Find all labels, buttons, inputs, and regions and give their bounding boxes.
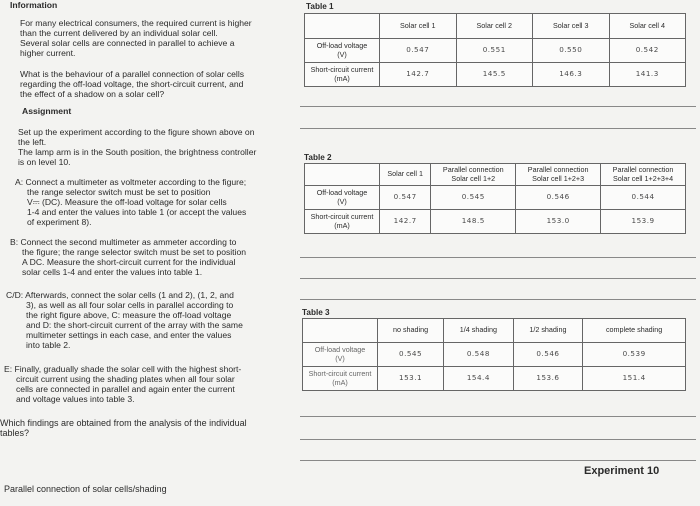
intro-paragraph: For many electrical consumers, the required current is higher than the current delivered by an individual solar cell. Several solar cells are connected in parallel to achieve a higher current. bbox=[20, 18, 252, 58]
table-3-current-cell: 153.6 bbox=[513, 367, 583, 391]
assignment-heading: Assignment bbox=[22, 106, 72, 116]
step-e: E: Finally, gradually shade the solar cell with the highest short- circuit current using the shading plates when all four solar cells are connected in parallel and again enter the current and voltage values into table 3. bbox=[4, 364, 242, 404]
table-1-voltage-cell: 0.551 bbox=[456, 39, 533, 63]
findings-question: Which findings are obtained from the analysis of the individual tables? bbox=[0, 418, 247, 438]
table-2-header: Parallel connection Solar cell 1+2 bbox=[431, 164, 516, 186]
table-2-current-cell: 142.7 bbox=[380, 210, 431, 234]
table-2-header: Parallel connection Solar cell 1+2+3 bbox=[516, 164, 601, 186]
table-3-current-cell: 153.1 bbox=[378, 367, 444, 391]
answer-line bbox=[300, 416, 696, 417]
table-1-voltage-cell: 0.542 bbox=[609, 39, 686, 63]
answer-line bbox=[300, 299, 696, 300]
table-3-voltage-cell: 0.548 bbox=[444, 343, 514, 367]
table-1-voltage-cell: 0.547 bbox=[380, 39, 457, 63]
table-1-header: Solar cell 4 bbox=[609, 14, 686, 39]
table-3-header: complete shading bbox=[583, 319, 686, 343]
table-3-current-cell: 151.4 bbox=[583, 367, 686, 391]
answer-line bbox=[300, 106, 696, 107]
table-3-header: 1/4 shading bbox=[444, 319, 514, 343]
table-1 bbox=[304, 13, 686, 87]
table-3-voltage-cell: 0.539 bbox=[583, 343, 686, 367]
row-label-voltage: Off-load voltage (V) bbox=[305, 39, 380, 63]
answer-line bbox=[300, 257, 696, 258]
table-3-header: 1/2 shading bbox=[513, 319, 583, 343]
row-label-current: Short-circuit current (mA) bbox=[305, 63, 380, 87]
table-3-label: Table 3 bbox=[302, 308, 330, 317]
answer-line bbox=[300, 128, 696, 129]
footer-title: Parallel connection of solar cells/shading bbox=[4, 484, 167, 494]
table-2-voltage-cell: 0.546 bbox=[516, 186, 601, 210]
table-2-label: Table 2 bbox=[304, 153, 332, 162]
table-1-current-cell: 145.5 bbox=[456, 63, 533, 87]
table-2-current-cell: 153.9 bbox=[601, 210, 686, 234]
answer-line bbox=[300, 278, 696, 279]
table-2-current-cell: 148.5 bbox=[431, 210, 516, 234]
table-1-current-cell: 146.3 bbox=[533, 63, 610, 87]
table-2-current-cell: 153.0 bbox=[516, 210, 601, 234]
table-1-label: Table 1 bbox=[306, 2, 334, 11]
experiment-label: Experiment 10 bbox=[584, 465, 660, 477]
row-label-voltage: Off-load voltage (V) bbox=[303, 343, 378, 367]
table-2-voltage-cell: 0.547 bbox=[380, 186, 431, 210]
step-a: A: Connect a multimeter as voltmeter according to the figure; the range selector switch must be set to position V⎓ (DC). Measure the off-load voltage for solar cells 1-4 and enter the values into table 1 (or accept the values of experiment 8). bbox=[15, 177, 247, 227]
table-2-header: Solar cell 1 bbox=[380, 164, 431, 186]
table-1-current-cell: 141.3 bbox=[609, 63, 686, 87]
question-paragraph: What is the behaviour of a parallel connection of solar cells regarding the off-load voltage, the short-circuit current, and the effect of a shadow on a solar cell? bbox=[20, 69, 245, 99]
row-label-current: Short-circuit current (mA) bbox=[303, 367, 378, 391]
answer-line bbox=[300, 460, 696, 461]
table-3-voltage-cell: 0.546 bbox=[513, 343, 583, 367]
table-1-voltage-cell: 0.550 bbox=[533, 39, 610, 63]
table-2-voltage-cell: 0.544 bbox=[601, 186, 686, 210]
table-2 bbox=[304, 163, 686, 234]
step-b: B: Connect the second multimeter as ammeter according to the figure; the range selector switch must be set to position A DC. Measure the short-circuit current for the individual solar cells 1-4 and enter the values into table 1. bbox=[10, 237, 247, 277]
setup-paragraph: Set up the experiment according to the figure shown above on the left. The lamp arm is in the South position, the brightness controller is on level 10. bbox=[18, 127, 257, 167]
table-3-header: no shading bbox=[378, 319, 444, 343]
step-cd: C/D: Afterwards, connect the solar cells (1 and 2), (1, 2, and 3), as well as all four solar cells in parallel according to the right figure above, C: measure the off-load voltage and D: the short-circuit current of the array with the same multimeter settings in each case, and enter the values into table 2. bbox=[6, 290, 243, 350]
answer-line bbox=[300, 439, 696, 440]
table-2-voltage-cell: 0.545 bbox=[431, 186, 516, 210]
table-1-header: Solar cell 1 bbox=[380, 14, 457, 39]
table-1-current-cell: 142.7 bbox=[380, 63, 457, 87]
table-3 bbox=[302, 318, 686, 391]
table-3-current-cell: 154.4 bbox=[444, 367, 514, 391]
row-label-voltage: Off-load voltage (V) bbox=[305, 186, 380, 210]
table-2-header: Parallel connection Solar cell 1+2+3+4 bbox=[601, 164, 686, 186]
table-1-header: Solar cell 2 bbox=[456, 14, 533, 39]
section-heading: Information bbox=[10, 0, 58, 10]
table-3-voltage-cell: 0.545 bbox=[378, 343, 444, 367]
table-1-header: Solar cell 3 bbox=[533, 14, 610, 39]
row-label-current: Short-circuit current (mA) bbox=[305, 210, 380, 234]
